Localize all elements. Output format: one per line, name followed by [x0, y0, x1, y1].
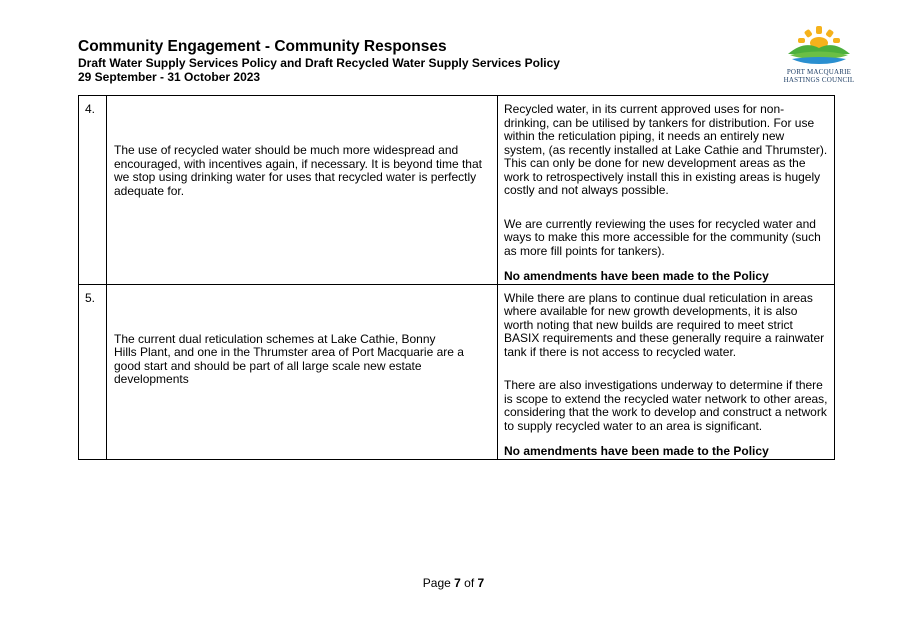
page-current: 7: [454, 576, 461, 590]
comment-text: The current dual reticulation schemes at Lake Cathie, Bonny Hills Plant, and one in the Thrumster area of Port Macquarie are a good start and should be part of all large scale new estate developments: [114, 331, 464, 386]
row-number: 5.: [79, 284, 107, 459]
page-label: Page: [422, 576, 451, 590]
comment-text: The use of recycled water should be much more widespread and encouraged, with incentives again, if necessary. It is beyond time that we stop using drinking water for uses that recycled water is perfectly adequate for.: [114, 143, 482, 198]
page-total: 7: [477, 576, 485, 590]
comment-cell: [107, 284, 498, 459]
of-label: of: [464, 576, 475, 590]
outcome-text: No amendments have been made to the Policy: [504, 269, 769, 283]
responses-table: [78, 95, 835, 460]
sun-hills-water-icon: [778, 24, 860, 68]
page-subtitle: Draft Water Supply Services Policy and Draft Recycled Water Supply Services Policy: [78, 56, 560, 70]
response-paragraph: Recycled water, in its current approved uses for non-drinking, can be utilised by tankers for distribution. For use within the reticulation piping, it needs an entirely new system, (as recently installed at Lake Cathie and Thrumster). This can only be done for new development areas as the work to retrospectively install this in existing areas is hugely costly and not always possible.: [504, 102, 828, 197]
table-row: [79, 96, 835, 285]
page-footer: [0, 576, 907, 590]
logo-text-line1: PORT MACQUARIE: [786, 68, 852, 76]
response-paragraph: While there are plans to continue dual reticulation in areas where available for new growth developments, it is also worth noting that new builds are required to meet strict BASIX requirements and these generally require a rainwater tank if there is not access to recycled water.: [504, 290, 825, 359]
council-logo: [778, 24, 860, 88]
response-paragraph: There are also investigations underway to determine if there is scope to extend the recycled water network to other areas, considering that the work to develop and construct a network to supply recycled water to an area is significant.: [504, 378, 828, 433]
table-row: [79, 284, 835, 459]
page-title: Community Engagement - Community Responses: [78, 38, 447, 55]
logo-text-line2: HASTINGS COUNCIL: [783, 76, 855, 84]
row-number: 4.: [79, 96, 107, 285]
outcome-text: No amendments have been made to the Policy: [504, 444, 769, 458]
comment-cell: [107, 96, 498, 285]
response-paragraph: We are currently reviewing the uses for recycled water and ways to make this more accessible for the community (such as more fill points for tankers).: [504, 216, 821, 258]
response-cell: [498, 284, 835, 459]
response-cell: [498, 96, 835, 285]
document-header: [78, 38, 560, 84]
consultation-dates: 29 September - 31 October 2023: [78, 70, 261, 84]
